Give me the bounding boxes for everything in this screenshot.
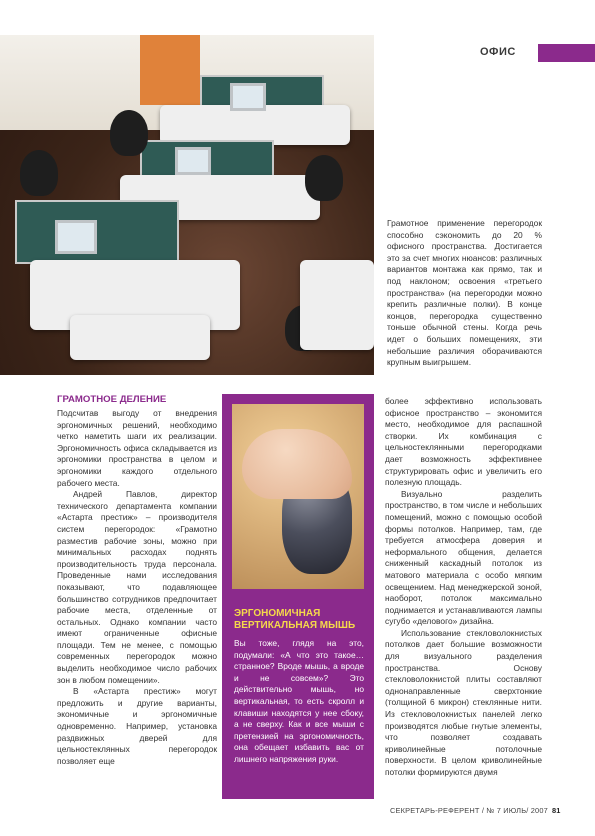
photo-monitor xyxy=(230,83,266,111)
page-number: 81 xyxy=(552,806,561,815)
paragraph: Андрей Павлов, директор технического департамента компании «Астарта престиж» – производителя систем перегородок: «Грамотно разместив рабочие зоны, можно при минимальных расходах поднять производительность труда персонала. Проведенные нами исследования показывают, что подавляющее большинство сотрудников предпочитает рабочие места, отделенные от остальных. Однако компании часто имеют ограниченные офисные площади. Тем не менее, с помощью современных перегородок можно выделить необходимое число рабочих зон в любом помещении». xyxy=(57,489,217,685)
intro-paragraph xyxy=(387,218,542,369)
sidebar-box xyxy=(222,394,374,799)
paragraph: Использование стекловолокнистых потолков дает большие возможности для визуального разделения пространства. Основу стекловолокнистой плиты составляют однонаправленные сверхтонкие (толщиной 6 микрон) стеклянные нити. Из стекловолокнистых панелей легко производятся любые гнутые элементы, что позволяет создавать криволинейные потолочные поверхности. В целом криволинейные потолки формируются двумя xyxy=(385,627,542,777)
paragraph: более эффективно использовать офисное пространство – экономится место, необходимое для распашной створки. Их комбинация с цельностеклянными перегородками дает возможность эффективнее структурировать офис и увеличить его полезную площадь. xyxy=(385,396,542,488)
section-heading: ГРАМОТНОЕ ДЕЛЕНИЕ xyxy=(57,394,167,405)
office-workstations-photo xyxy=(0,35,374,375)
vertical-mouse-photo xyxy=(232,404,364,589)
photo-cabinet xyxy=(300,260,374,350)
photo-monitor xyxy=(55,220,97,254)
section-tag xyxy=(480,44,595,62)
photo-partition xyxy=(15,200,179,264)
section-label: ОФИС xyxy=(480,46,516,58)
paragraph: Подсчитав выгоду от внедрения эргономичных решений, необходимо четко наметить шаги их реализации. Эргономичность офиса складывается из эргономики пространства в целом и эргономики каждого отдельного рабочего места. xyxy=(57,408,217,488)
footer-text: СЕКРЕТАРЬ-РЕФЕРЕНТ / № 7 ИЮЛЬ/ 2007 xyxy=(390,806,548,815)
paragraph: Визуально разделить пространство, в том числе и небольших помещений, можно с помощью особой формы потолков. Например, там, где требуется атмосфера доверия и неформального общения, делается сниженный каскадный потолок из матового материала с особо мягким освещением. Над менеджерской зоной, наоборот, потолок максимально поднимается и устанавливаются лампы сугубо «делового» дизайна. xyxy=(385,488,542,627)
sidebar-title: ЭРГОНОМИЧНАЯ ВЕРТИКАЛЬНАЯ МЫШЬ xyxy=(234,608,356,631)
page-footer xyxy=(390,806,561,815)
intro-text: Грамотное применение перегородок способно сэкономить до 20 % офисного пространства. Достигается это за счет многих нюансов: различных вариантов монтажа как прямо, так и под наклоном; освоения «третьего пространства» (на перегородки можно крепить различные полки). В конце концов, перегородка существенно тоньше обычной стены. Когда речь идет о больших помещениях, эти небольшие различия оборачиваются крупным выигрышем. xyxy=(387,218,542,368)
section-bar xyxy=(538,44,595,62)
paragraph: В «Астарта престиж» могут предложить и другие варианты, экономичные и эргономичные одновременно. Например, установка раздвижных дверей для цельностеклянных перегородок позволяет еще xyxy=(57,686,217,766)
photo-chair xyxy=(20,150,58,196)
photo-desk xyxy=(160,105,350,145)
photo-chair xyxy=(110,110,148,156)
hand-shape xyxy=(242,429,352,499)
photo-wall-accent xyxy=(140,35,200,105)
sidebar-body: Вы тоже, глядя на это, подумали: «А что это такое… странное? Вроде мышь, а вроде и не совсем»? Это действительно мышь, но вертикальная, то есть скролл и клавиши находятся у нее сбоку, а не сверху. Как и все мыши с претензией на эргономичность, она обещает избавить вас от лишнего напряжения руки. xyxy=(234,638,364,764)
column-1 xyxy=(57,408,217,767)
column-3 xyxy=(385,396,542,779)
photo-desk xyxy=(70,315,210,360)
photo-monitor xyxy=(175,147,211,175)
photo-chair xyxy=(305,155,343,201)
